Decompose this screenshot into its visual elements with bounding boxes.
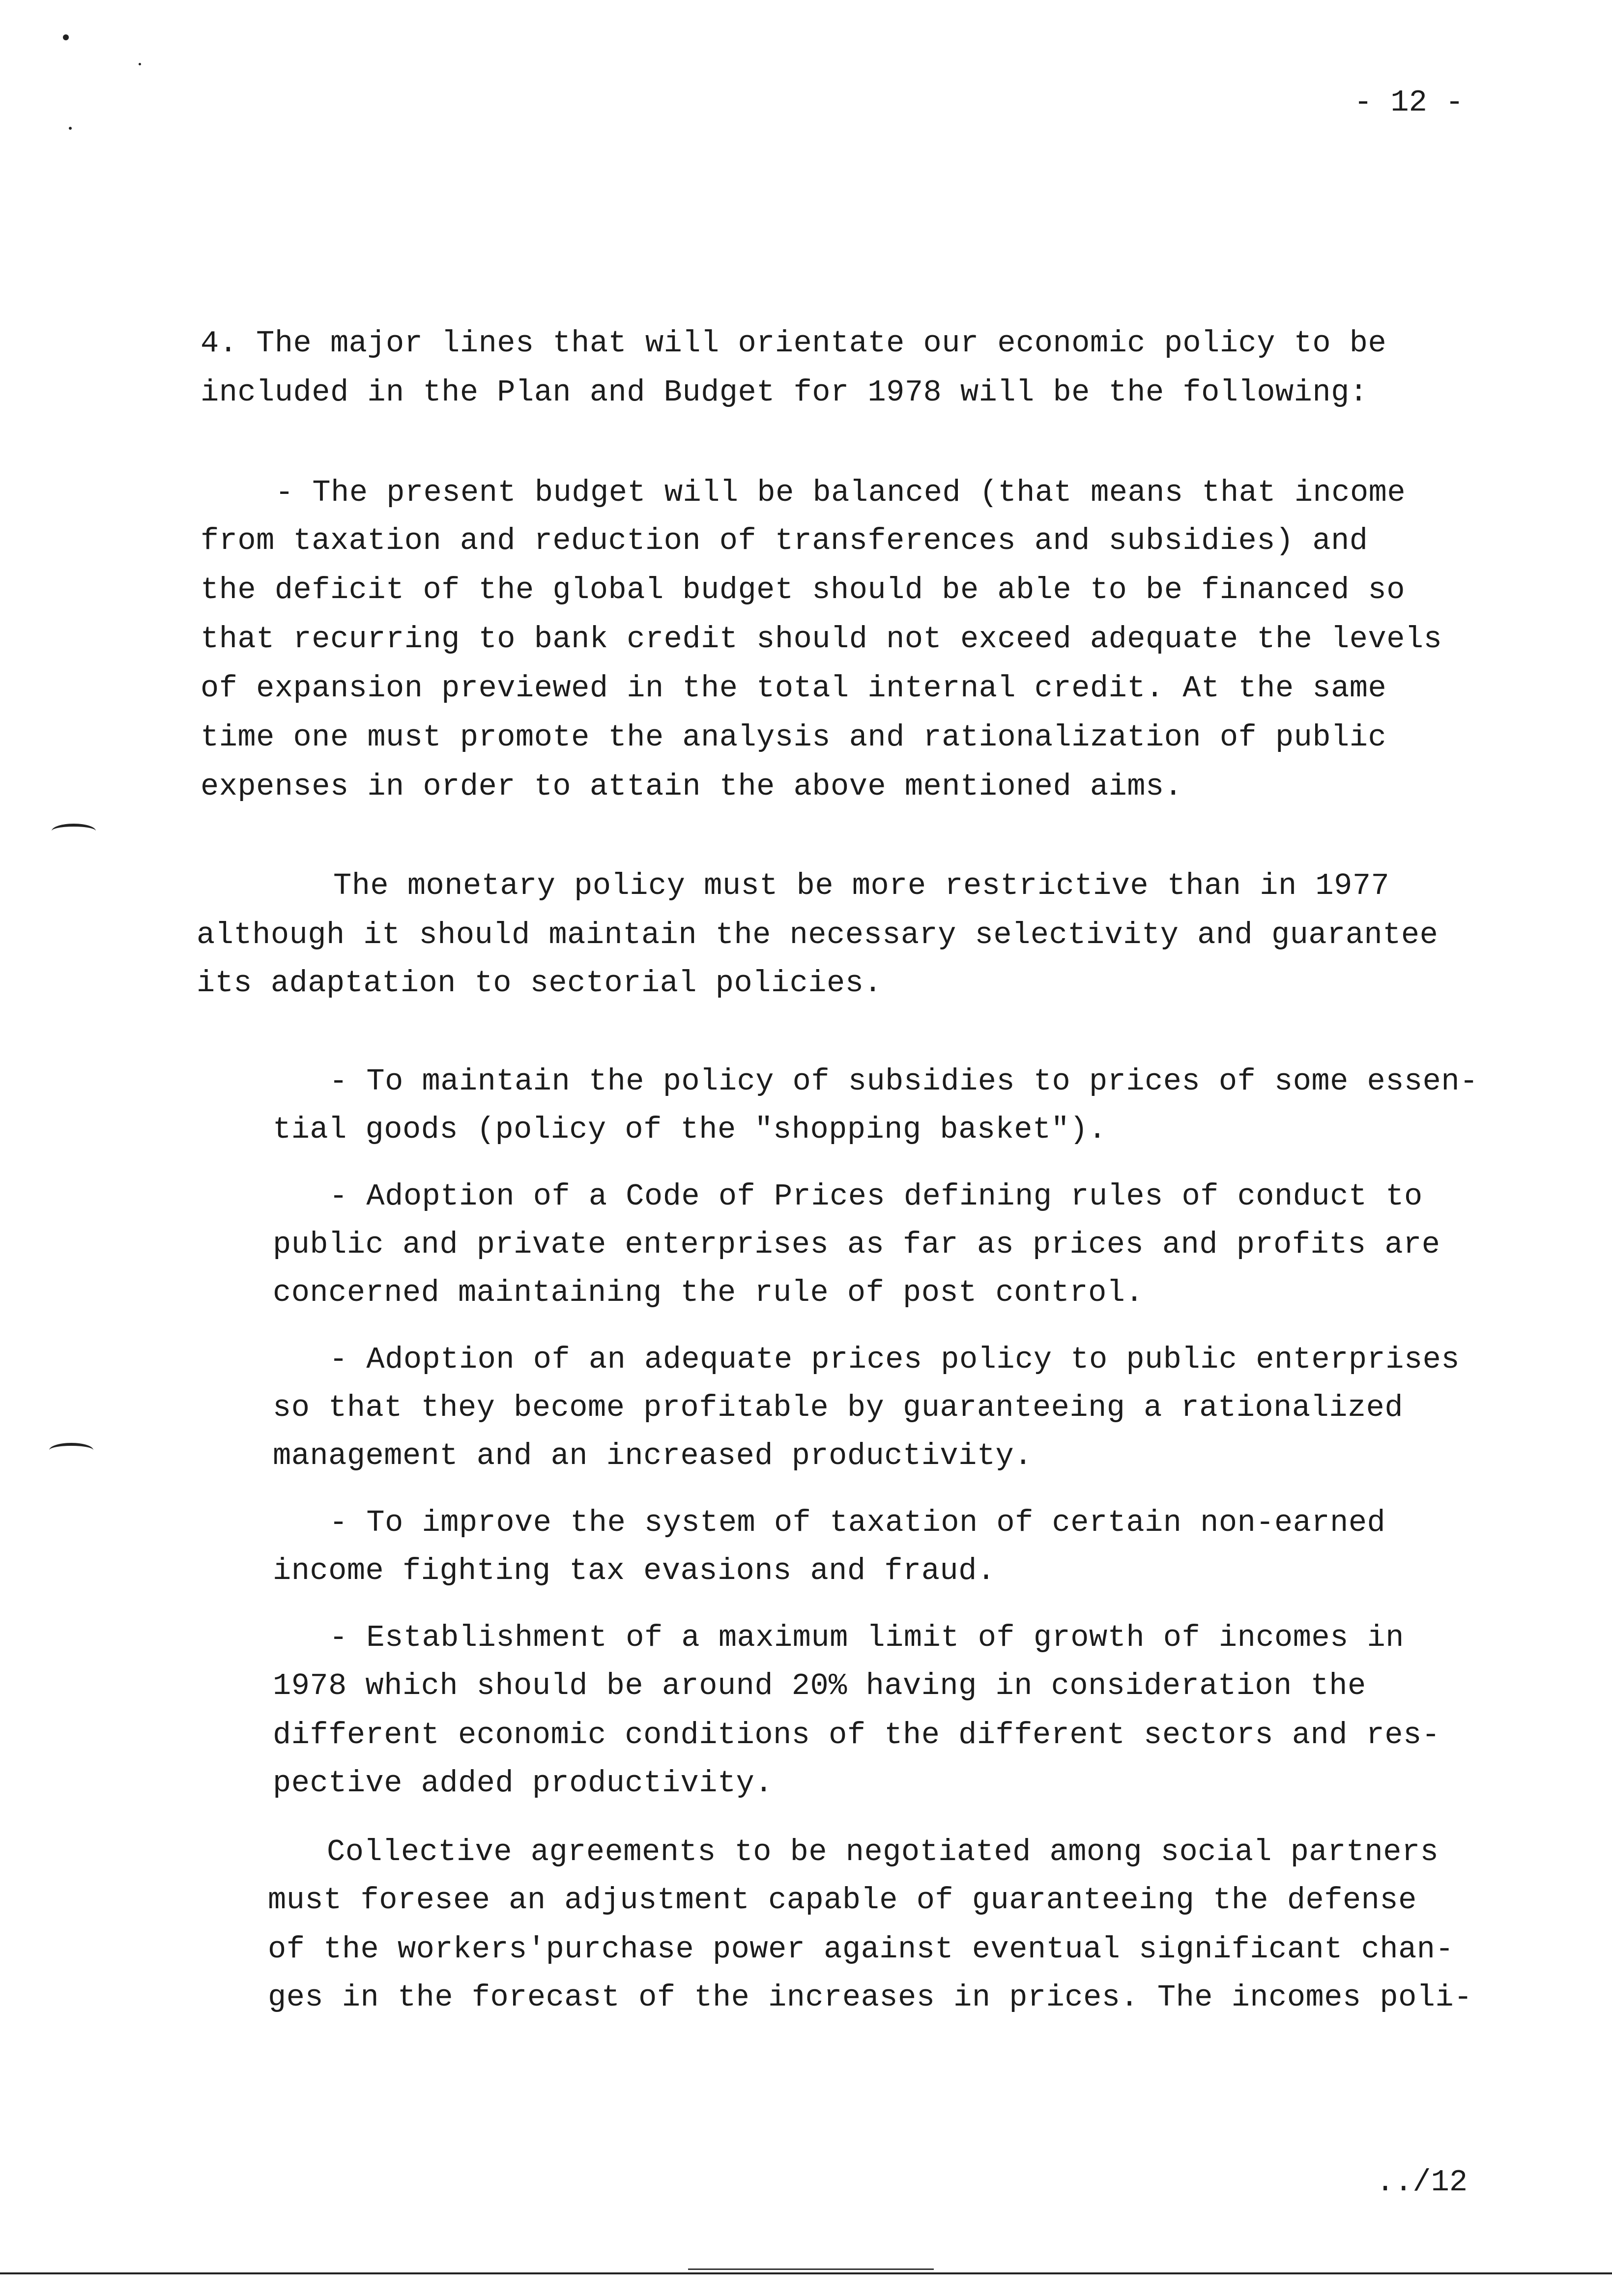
footer-rule-fragment (688, 2268, 934, 2270)
bullet-item-line: - Establishment of a maximum limit of growth of incomes in (329, 1620, 1404, 1655)
collective-paragraph-line: ges in the forecast of the increases in prices. The incomes poli- (268, 1980, 1472, 2015)
budget-paragraph-line: time one must promote the analysis and rationalization of public (201, 720, 1387, 755)
scan-speck (63, 34, 69, 40)
bullet-item-line: income fighting tax evasions and fraud. (273, 1553, 996, 1588)
page-number: - 12 - (1354, 85, 1464, 120)
bullet-item-line: tial goods (policy of the "shopping basket"). (273, 1112, 1107, 1147)
continuation-marker: ../12 (1376, 2165, 1468, 2200)
bullet-item-line: different economic conditions of the different sectors and res- (273, 1718, 1440, 1752)
budget-paragraph-line: - The present budget will be balanced (that means that income (275, 475, 1406, 510)
collective-paragraph-line: of the workers'purchase power against eventual significant chan- (268, 1932, 1454, 1967)
bullet-item-line: public and private enterprises as far as prices and profits are (273, 1227, 1440, 1262)
budget-paragraph-line: the deficit of the global budget should be able to be financed so (201, 573, 1405, 607)
bullet-item-line: concerned maintaining the rule of post control. (273, 1275, 1144, 1310)
budget-paragraph-line: from taxation and reduction of transferences and subsidies) and (201, 523, 1368, 558)
collective-paragraph-line: must foresee an adjustment capable of guaranteeing the defense (268, 1883, 1417, 1918)
bullet-item-line: so that they become profitable by guaranteeing a rationalized (273, 1390, 1404, 1425)
monetary-paragraph-line: The monetary policy must be more restrictive than in 1977 (333, 868, 1390, 903)
section-4-line: 4. The major lines that will orientate our economic policy to be (201, 326, 1387, 361)
scan-margin-mark (52, 824, 96, 838)
bullet-item-line: - Adoption of an adequate prices policy to public enterprises (329, 1342, 1460, 1377)
bullet-item-line: - To maintain the policy of subsidies to prices of some essen- (329, 1064, 1478, 1099)
footer-rule (0, 2272, 1612, 2274)
collective-paragraph-line: Collective agreements to be negotiated among social partners (327, 1835, 1439, 1869)
bullet-item-line: - Adoption of a Code of Prices defining rules of conduct to (329, 1179, 1423, 1214)
scan-speck (139, 63, 141, 65)
budget-paragraph-line: of expansion previewed in the total internal credit. At the same (201, 671, 1387, 706)
budget-paragraph-line: expenses in order to attain the above mentioned aims. (201, 769, 1183, 804)
monetary-paragraph-line: its adaptation to sectorial policies. (197, 966, 883, 1001)
bullet-item-line: 1978 which should be around 20% having in consideration the (273, 1668, 1366, 1703)
bullet-item-line: management and an increased productivity. (273, 1438, 1033, 1473)
budget-paragraph-line: that recurring to bank credit should not exceed adequate the levels (201, 622, 1442, 657)
bullet-item-line: - To improve the system of taxation of certain non-earned (329, 1505, 1386, 1540)
scan-margin-mark (49, 1443, 93, 1458)
section-4-line: included in the Plan and Budget for 1978 will be the following: (201, 375, 1368, 410)
bullet-item-line: pective added productivity. (273, 1766, 774, 1801)
scan-speck (69, 127, 72, 130)
monetary-paragraph-line: although it should maintain the necessary selectivity and guarantee (197, 918, 1439, 952)
